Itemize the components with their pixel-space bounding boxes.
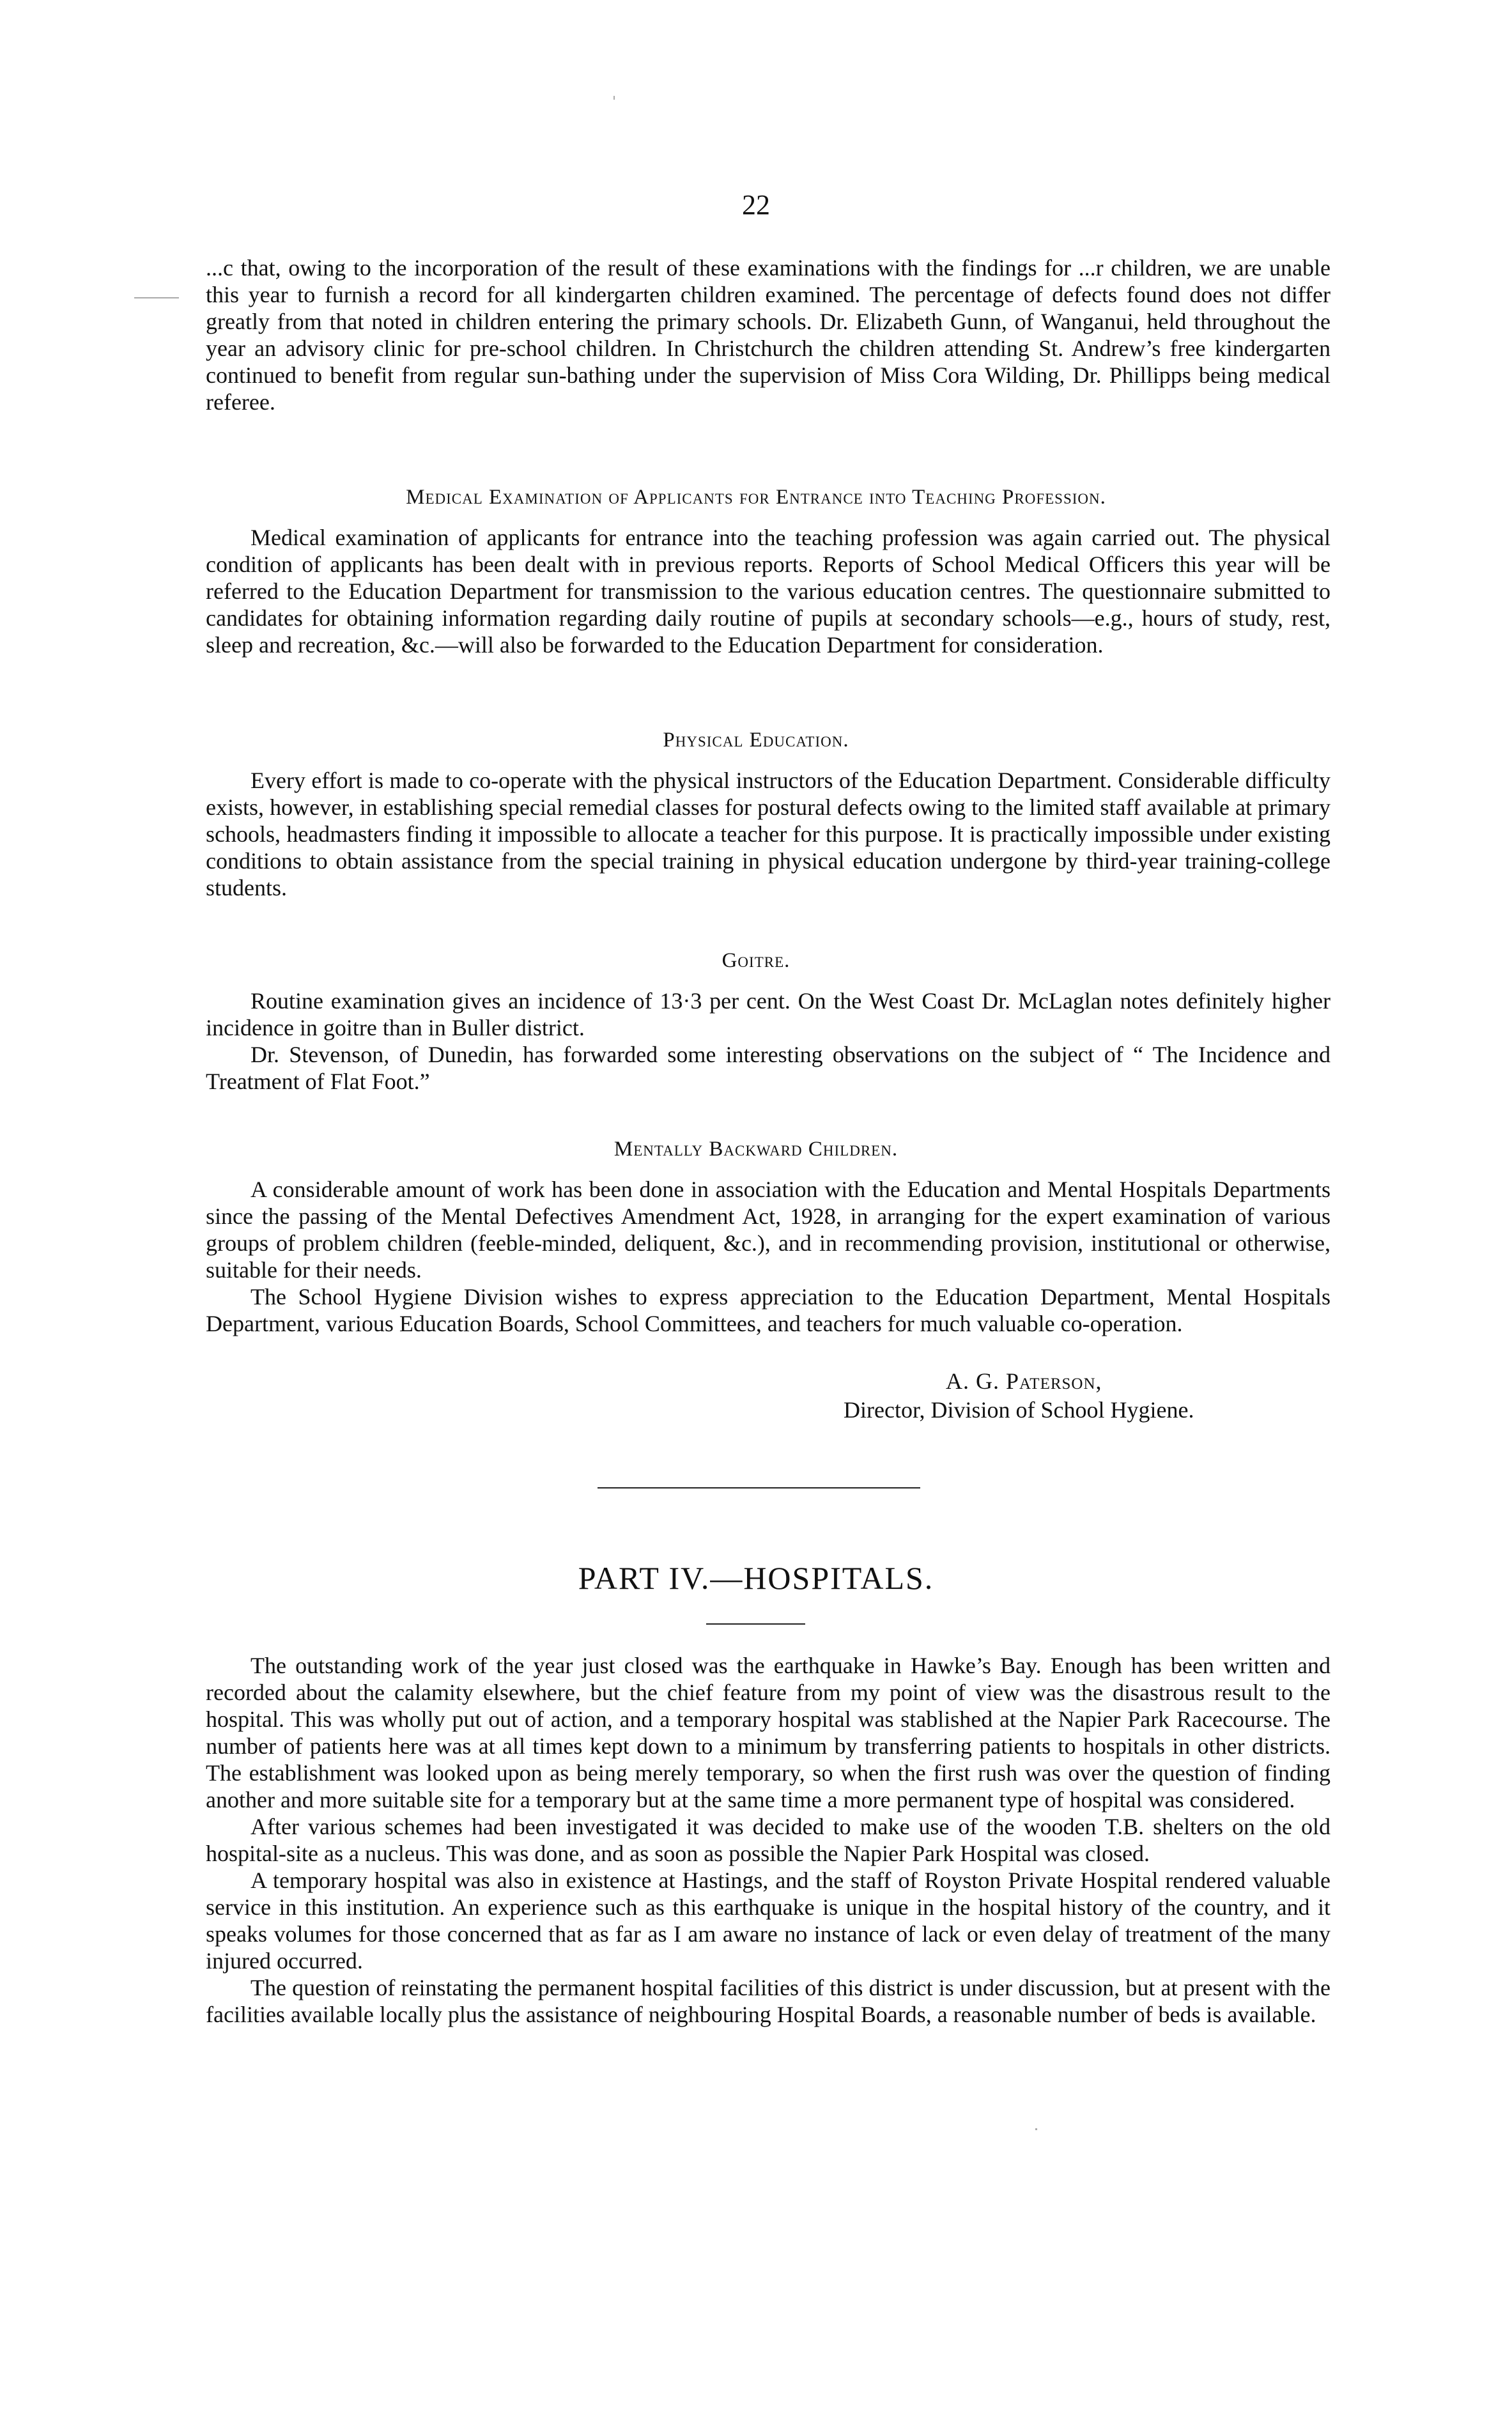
heading-mentally-backward: Mentally Backward Children. xyxy=(613,1138,899,1161)
medical-exam-block xyxy=(206,524,1331,658)
signature-title: Director, Division of School Hygiene. xyxy=(844,1397,1194,1423)
signature-name: A. G. Paterson, xyxy=(946,1368,1102,1394)
intro-block xyxy=(206,254,1331,415)
physical-education-block xyxy=(206,767,1331,901)
part4-block xyxy=(206,1652,1331,2028)
heading-physical-education: Physical Education. xyxy=(663,729,849,752)
title-underline xyxy=(706,1623,805,1625)
intro-paragraph: ...c that, owing to the incorporation of the result of these examinations with the findings for ...r children, we are unable this year to furnish a record for all kindergarten children examined. The percentage of defects found does not differ greatly from that noted in children entering the primary schools. Dr. Elizabeth Gunn, of Wanganui, held throughout the year an advisory clinic for pre-school children. In Christchurch the children attending St. Andrew’s free kindergarten continued to benefit from regular sun-bathing under the supervision of Miss Cora Wilding, Dr. Phillipps being medical referee. xyxy=(206,255,1331,415)
scan-speck xyxy=(1035,2128,1037,2130)
medical-exam-paragraph: Medical examination of applicants for entrance into the teaching profession was again carried out. The physical condition of applicants has been dealt with in previous reports. Reports of School Medical Officers this year will be referred to the Education Department for transmission to the various education centres. The questionnaire submitted to candidates for obtaining information regarding daily routine of pupils at secondary schools—e.g., hours of study, rest, sleep and recreation, &c.—will also be forwarded to the Education Department for consideration. xyxy=(206,525,1331,658)
part4-paragraph-3: A temporary hospital was also in existence at Hastings, and the staff of Royston Private Hospital rendered valuable service in this institution. An experience such as this earthquake is unique in the hospital history of the country, and it speaks volumes for those concerned that as far as I am aware no instance of lack or even delay of treatment of the many injured occurred. xyxy=(206,1867,1331,1974)
mentally-backward-paragraph-1: A considerable amount of work has been done in association with the Education and Mental Hospitals Departments since the passing of the Mental Defectives Amendment Act, 1928, in arranging for the expert examination of various groups of problem children (feeble-minded, deliquent, &c.), and in recommending provision, institutional or otherwise, suitable for their needs. xyxy=(206,1177,1331,1283)
goitre-paragraph-1: Routine examination gives an incidence of 13·3 per cent. On the West Coast Dr. McLaglan notes definitely higher incidence in goitre than in Buller district. xyxy=(206,988,1331,1040)
scan-speck xyxy=(613,96,615,100)
heading-goitre: Goitre. xyxy=(721,949,791,972)
part4-paragraph-4: The question of reinstating the permanent hospital facilities of this district is under discussion, but at present with the facilities available locally plus the assistance of neighbouring Hospital Boards, a reasonable number of beds is available. xyxy=(206,1975,1331,2027)
part4-paragraph-1: The outstanding work of the year just closed was the earthquake in Hawke’s Bay. Enough has been written and recorded about the calamity elsewhere, but the chief feature from my point of view was the disastrous result to the hospital. This was wholly put out of action, and a temporary hospital was stablished at the Napier Park Racecourse. The number of patients here was at all times kept down to a minimum by transferring patients to hospitals in other districts. The establishment was looked upon as being merely temporary, so when the first rush was over the question of finding another and more suitable site for a temporary but at the same time a more permanent type of hospital was considered. xyxy=(206,1653,1331,1813)
physical-education-paragraph: Every effort is made to co-operate with the physical instructors of the Education Department. Considerable difficulty exists, however, in establishing special remedial classes for postural defects owing to the limited staff available at primary schools, headmasters finding it impossible to allocate a teacher for this purpose. It is practically impossible under existing conditions to obtain assistance from the special training in physical education undergone by third-year training-college students. xyxy=(206,768,1331,901)
heading-medical-examination: Medical Examination of Applicants for Entrance into Teaching Profession. xyxy=(406,486,1106,509)
part-title: PART IV.—HOSPITALS. xyxy=(578,1560,934,1596)
scan-mark xyxy=(134,297,179,298)
goitre-paragraph-2: Dr. Stevenson, of Dunedin, has forwarded some interesting observations on the subject of “ The Incidence and Treatment of Flat Foot.” xyxy=(206,1042,1331,1094)
section-divider xyxy=(598,1487,920,1489)
part4-paragraph-2: After various schemes had been investigated it was decided to make use of the wooden T.B. shelters on the old hospital-site as a nucleus. This was done, and as soon as possible the Napier Park Hospital was closed. xyxy=(206,1814,1331,1866)
goitre-block xyxy=(206,987,1331,1095)
page-number: 22 xyxy=(742,189,770,220)
mentally-backward-paragraph-2: The School Hygiene Division wishes to express appreciation to the Education Department, Mental Hospitals Department, various Education Boards, School Committees, and teachers for much valuable co-operation. xyxy=(206,1284,1331,1336)
mentally-backward-block xyxy=(206,1176,1331,1337)
